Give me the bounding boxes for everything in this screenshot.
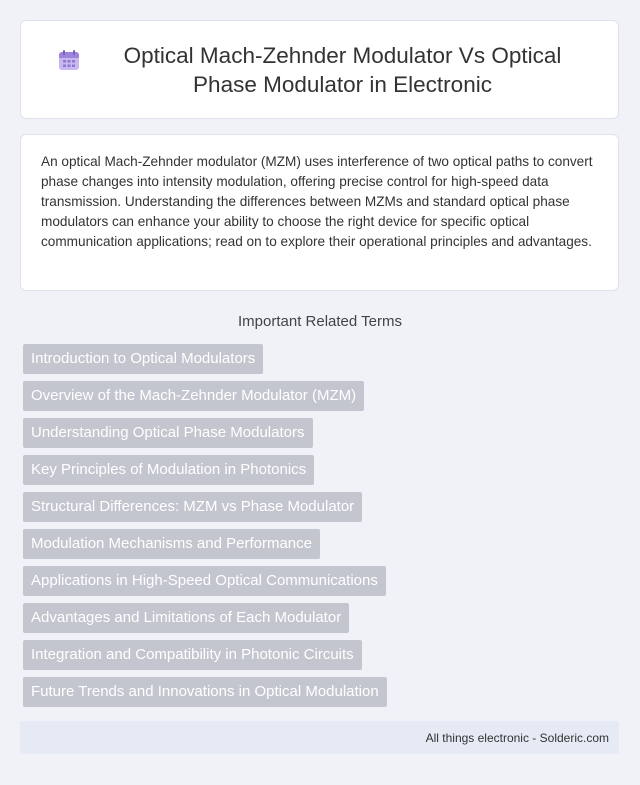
related-term[interactable]: Advantages and Limitations of Each Modulator (23, 603, 349, 633)
related-term[interactable]: Overview of the Mach-Zehnder Modulator (MZM) (23, 381, 364, 411)
intro-paragraph: An optical Mach-Zehnder modulator (MZM) uses interference of two optical paths to convert phase changes into intensity modulation, offering precise control for high-speed data transmission. Understanding the differences between MZMs and standard optical phase modulators can enhance your ability to choose the right device for specific optical communication applications; read on to explore their operational principles and advantages. (41, 154, 593, 249)
footer (20, 721, 619, 754)
page-title: Optical Mach-Zehnder Modulator Vs Optical Phase Modulator in Electronic (123, 42, 562, 97)
related-terms-heading: Important Related Terms (238, 313, 402, 330)
related-terms-list (23, 344, 613, 714)
related-term[interactable]: Understanding Optical Phase Modulators (23, 418, 313, 448)
related-term[interactable]: Modulation Mechanisms and Performance (23, 529, 320, 559)
title-row (57, 41, 583, 99)
intro-card (20, 134, 619, 291)
title-card (20, 20, 619, 119)
related-term[interactable]: Applications in High-Speed Optical Communications (23, 566, 386, 596)
related-term[interactable]: Introduction to Optical Modulators (23, 344, 263, 374)
related-term[interactable]: Structural Differences: MZM vs Phase Modulator (23, 492, 362, 522)
footer-text[interactable]: All things electronic - Solderic.com (425, 730, 609, 745)
calendar-icon (57, 48, 81, 72)
related-term[interactable]: Integration and Compatibility in Photonic Circuits (23, 640, 362, 670)
related-term[interactable]: Future Trends and Innovations in Optical Modulation (23, 677, 387, 707)
related-term[interactable]: Key Principles of Modulation in Photonics (23, 455, 314, 485)
